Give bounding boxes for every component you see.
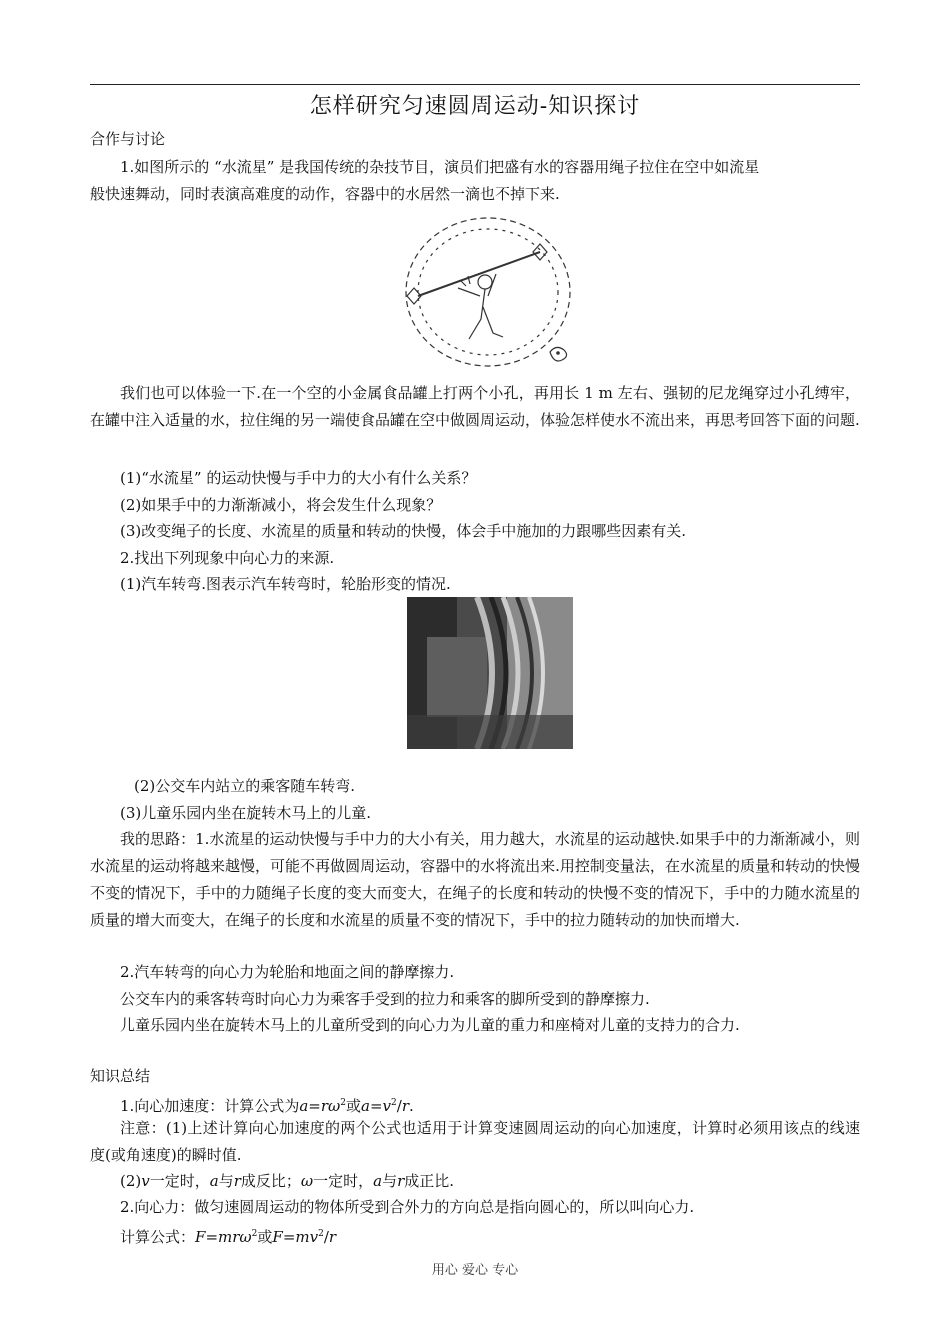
centripetal-acceleration-formula: 1.向心加速度：计算公式为$a=r\omega^2$或$a=v^2/r$. [120,1097,414,1115]
water-meteor-illustration [400,212,580,370]
page-title: 怎样研究匀速圆周运动-知识探讨 [309,94,641,119]
sub-question-2: (2)如果手中的力渐渐减小，将会发生什么现象？ [120,496,442,514]
answer-bus: 公交车内的乘客转弯时向心力为乘客手受到的拉力和乘客的脚所受到的静摩擦力. [120,990,650,1008]
tire-deformation-photo [407,597,573,749]
question-2-item-2: (2)公交车内站立的乘客随车转弯. [134,777,356,795]
question-2-item-1: (1)汽车转弯.图表示汽车转弯时，轮胎形变的情况. [120,575,451,593]
question-2: 2.找出下列现象中向心力的来源. [120,549,335,567]
section-heading-cooperation: 合作与讨论 [90,130,166,148]
sub-question-1: (1)“水流星” 的运动快慢与手中力的大小有什么关系？ [120,469,477,487]
section-heading-summary: 知识总结 [90,1067,151,1085]
centripetal-force-definition: 2.向心力：做匀速圆周运动的物体所受到合外力的方向总是指向圆心的，所以叫向心力. [120,1198,695,1216]
answer-carousel: 儿童乐园内坐在旋转木马上的儿童所受到的向心力为儿童的重力和座椅对儿童的支持力的合力. [120,1016,740,1034]
note-paragraph: 注意：(1)上述计算向心加速度的两个公式也适用于计算变速圆周运动的向心加速度，计算时必须用该点的线速度(或角速度)的瞬时值. [90,1119,860,1164]
centripetal-force-formula: 计算公式：F=mrω$^2$或$F=mv^2/r$ [120,1228,337,1246]
question-1-line-1: 1.如图所示的 “水流星” 是我国传统的杂技节目，演员们把盛有水的容器用绳子拉住在空中如流星 [120,158,760,176]
note-2-proportionality: (2)v一定时，a与r成反比；ω一定时，a与r成正比. [120,1172,455,1190]
answer-2-car: 2.汽车转弯的向心力为轮胎和地面之间的静摩擦力. [120,963,455,981]
question-2-item-3: (3)儿童乐园内坐在旋转木马上的儿童. [120,804,372,822]
question-1-line-2: 般快速舞动，同时表演高难度的动作，容器中的水居然一滴也不掉下来. [90,185,560,203]
sub-question-3: (3)改变绳子的长度、水流星的质量和转动的快慢，体会手中施加的力跟哪些因素有关. [120,522,687,540]
my-thinking-paragraph: 我的思路：1.水流星的运动快慢与手中力的大小有关，用力越大，水流星的运动越快.如果手中的力渐渐减小，则水流星的运动将越来越慢，可能不再做圆周运动，容器中的水将流出来.用控制变量法，在水流星的质量和转动的快慢不变的情况下，手中的力随绳子长度的变大而变大，在绳子的长度和转动的快慢不变的情况下，手中的力随水流星的质量的增大而变大，在绳子的长度和水流星的质量不变的情况下，手中的拉力随转动的加快而增大. [90,830,860,929]
experiment-paragraph: 我们也可以体验一下.在一个空的小金属食品罐上打两个小孔，再用长 1 m 左右、强韧的尼龙绳穿过小孔缚牢，在罐中注入适量的水，拉住绳的另一端使食品罐在空中做圆周运动，体验怎样使水不流出来，再思考回答下面的问题. [90,384,860,429]
page-footer: 用心 爱心 专心 [431,1263,519,1278]
top-rule [90,84,860,85]
